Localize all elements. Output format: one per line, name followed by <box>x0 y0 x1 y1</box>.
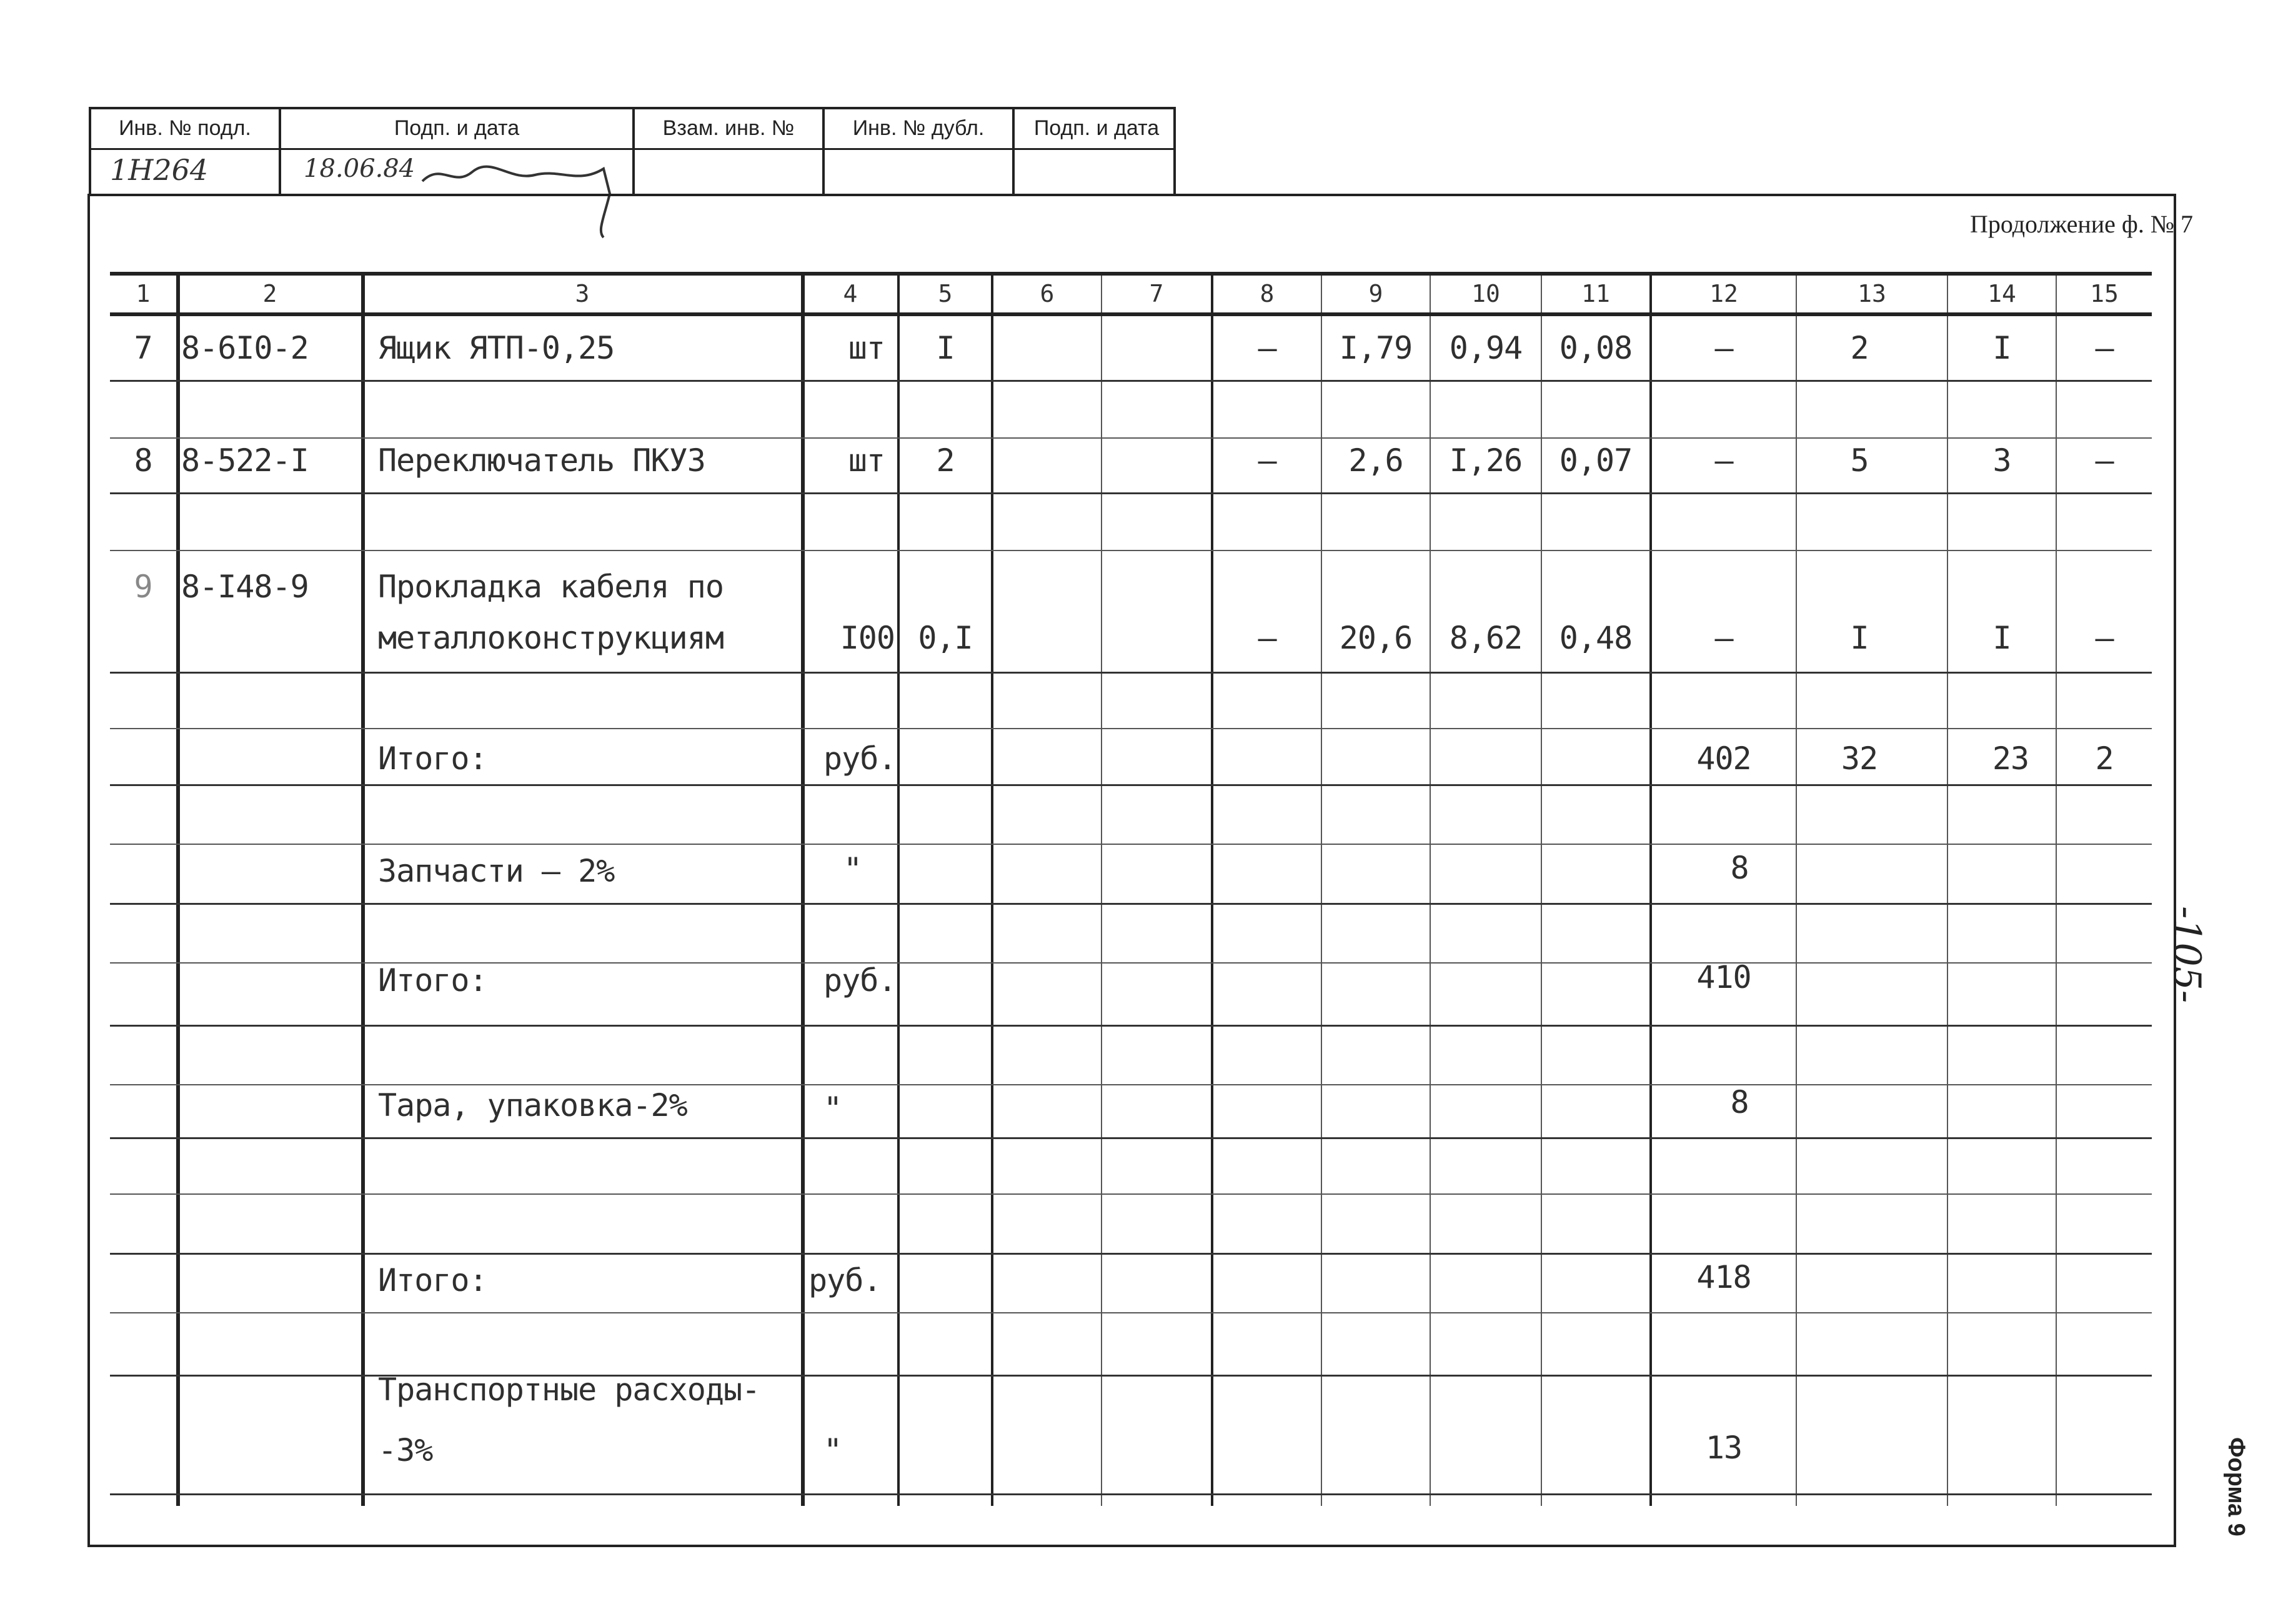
row-number: 8 <box>134 442 152 479</box>
row-c15: – <box>2095 442 2114 479</box>
row-unit: шт <box>848 442 885 479</box>
total-c15: 2 <box>2095 740 2114 777</box>
row-line <box>110 1253 2152 1255</box>
continuation-label: Продолжение ф. № 7 <box>1969 210 2193 238</box>
row-c14: 3 <box>1992 442 2011 479</box>
row-c11: 0,08 <box>1559 330 1633 366</box>
row-line <box>110 784 2152 786</box>
stamp-header-replace: Взам. инв. № <box>662 116 795 140</box>
ditto-mark: " <box>843 851 862 887</box>
stamp-header-inv: Инв. № подл. <box>119 116 251 140</box>
stamp-inv-number: 1Н264 <box>110 153 209 187</box>
total-c12: 402 <box>1696 740 1751 777</box>
row-c11: 0,48 <box>1559 620 1633 656</box>
row-line <box>110 1312 2152 1313</box>
row-line <box>110 1025 2152 1027</box>
row-unit: шт <box>848 330 885 366</box>
total-c12: 418 <box>1696 1259 1751 1295</box>
transport-label-cont: -3% <box>378 1432 433 1468</box>
row-code: 8-I48-9 <box>181 569 309 605</box>
col-divider <box>1101 272 1102 1506</box>
total-label: Итого: <box>378 962 487 999</box>
ditto-mark: " <box>823 1432 842 1468</box>
col-header: 4 <box>843 280 858 307</box>
stamp-date: 18.06.84 <box>304 154 415 183</box>
stamp-header-sign-date: Подп. и дата <box>394 116 520 140</box>
row-c13: 5 <box>1850 442 1869 479</box>
row-c11: 0,07 <box>1559 442 1633 479</box>
col-header: 10 <box>1471 280 1500 307</box>
col-header: 15 <box>2090 280 2119 307</box>
total-label: Итого: <box>378 1262 487 1298</box>
total-c12: 410 <box>1696 959 1751 995</box>
col-header: 9 <box>1368 280 1383 307</box>
row-line <box>110 1084 2152 1085</box>
page-number: -105- <box>2165 906 2209 1004</box>
row-line <box>110 672 2152 674</box>
total-c12: 8 <box>1730 850 1749 886</box>
col-header: 2 <box>262 280 277 307</box>
row-c8: – <box>1258 620 1276 656</box>
row-line <box>110 728 2152 729</box>
table-top-line <box>110 272 2152 276</box>
spare-parts-label: Запчасти – 2% <box>378 853 615 889</box>
row-c9: I,79 <box>1339 330 1413 366</box>
row-line <box>110 550 2152 551</box>
col-header: 7 <box>1149 280 1164 307</box>
row-c9: 2,6 <box>1348 442 1403 479</box>
row-name: Прокладка кабеля по <box>378 569 724 605</box>
total-c14: 23 <box>1992 740 2029 777</box>
row-qty: 2 <box>936 442 955 479</box>
row-c12: – <box>1714 620 1733 656</box>
col-header: 8 <box>1260 280 1275 307</box>
row-c8: – <box>1258 330 1276 366</box>
col-header: 14 <box>1987 280 2016 307</box>
col-header: 1 <box>136 280 151 307</box>
approval-stamp <box>89 107 1176 196</box>
stamp-header-dup: Инв. № дубл. <box>852 116 985 140</box>
row-line <box>110 380 2152 382</box>
col-divider <box>991 272 993 1506</box>
header-bottom-line <box>110 312 2152 316</box>
table-bottom-line <box>110 1493 2152 1495</box>
total-c12: 13 <box>1705 1430 1743 1466</box>
transport-label: Транспортные расходы- <box>378 1372 760 1408</box>
row-unit: I00 <box>840 620 895 656</box>
col-header: 6 <box>1040 280 1055 307</box>
row-name: Ящик ЯТП-0,25 <box>378 330 615 366</box>
row-qty: 0,I <box>918 620 973 656</box>
row-name: Переключатель ПКУ3 <box>378 442 705 479</box>
total-label: Итого: <box>378 740 487 777</box>
row-c15: – <box>2095 620 2114 656</box>
col-divider <box>361 272 365 1506</box>
total-unit: руб. <box>808 1262 882 1298</box>
row-c9: 20,6 <box>1339 620 1413 656</box>
total-unit: руб. <box>823 962 897 999</box>
row-c8: – <box>1258 442 1276 479</box>
packaging-label: Тара, упаковка-2% <box>378 1087 687 1123</box>
row-c12: – <box>1714 330 1733 366</box>
row-line <box>110 903 2152 905</box>
col-header: 3 <box>575 280 590 307</box>
total-c13: 32 <box>1841 740 1878 777</box>
stamp-header-sign-date-2: Подп. и дата <box>1033 116 1160 140</box>
row-line <box>110 437 2152 439</box>
col-header: 12 <box>1709 280 1738 307</box>
col-header: 5 <box>938 280 953 307</box>
row-qty: I <box>936 330 955 366</box>
total-unit: руб. <box>823 740 897 777</box>
row-c14: I <box>1992 330 2011 366</box>
row-c13: I <box>1850 620 1869 656</box>
row-c10: 0,94 <box>1449 330 1523 366</box>
col-header: 13 <box>1858 280 1886 307</box>
ditto-mark: " <box>823 1090 842 1127</box>
row-line <box>110 844 2152 845</box>
row-c10: I,26 <box>1449 442 1523 479</box>
row-code: 8-522-I <box>181 442 309 479</box>
col-header: 11 <box>1581 280 1610 307</box>
row-code: 8-6I0-2 <box>181 330 309 366</box>
row-line <box>110 492 2152 494</box>
row-c10: 8,62 <box>1449 620 1523 656</box>
row-line <box>110 1137 2152 1139</box>
total-c12: 8 <box>1730 1084 1749 1120</box>
row-c14: I <box>1992 620 2011 656</box>
row-c13: 2 <box>1850 330 1869 366</box>
row-number: 9 <box>134 569 152 605</box>
row-c12: – <box>1714 442 1733 479</box>
form-label: Форма 9 <box>2223 1437 2249 1537</box>
col-divider <box>176 272 180 1506</box>
row-line <box>110 1193 2152 1195</box>
row-c15: – <box>2095 330 2114 366</box>
row-name-cont: металлоконструкциям <box>378 620 724 656</box>
row-number: 7 <box>134 330 152 366</box>
